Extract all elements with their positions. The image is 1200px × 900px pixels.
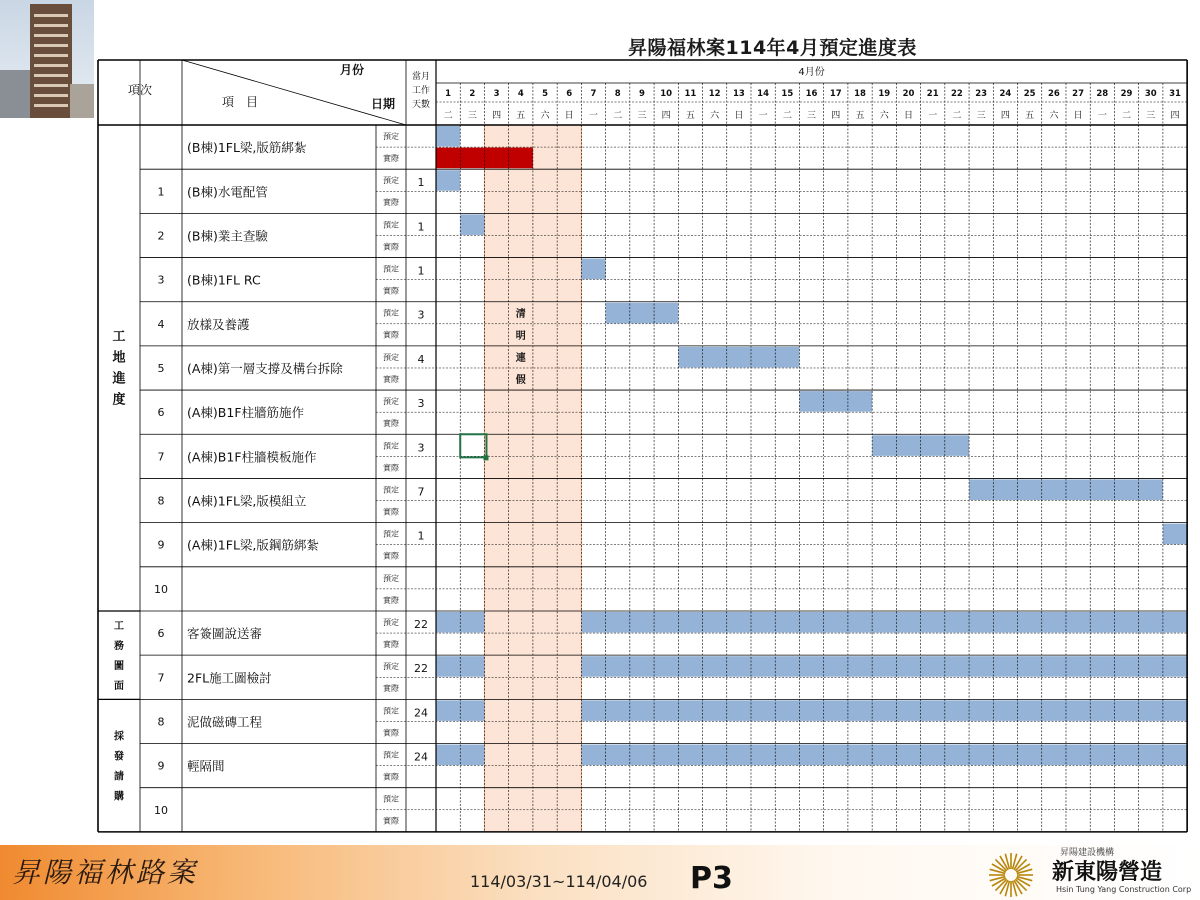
plan-label: 預定	[383, 397, 399, 407]
weekday-label: 三	[807, 111, 817, 121]
plan-label: 預定	[383, 308, 399, 318]
weekday-label: 五	[685, 111, 695, 121]
plan-bar	[460, 214, 484, 235]
weekday-label: 一	[758, 111, 768, 121]
weekday-label: 二	[782, 111, 792, 121]
actual-label: 實際	[383, 551, 399, 561]
day-number: 8	[614, 89, 621, 99]
footer-bar	[0, 845, 1200, 900]
day-number: 23	[975, 89, 988, 99]
item-number: 4	[157, 317, 165, 331]
day-number: 20	[902, 89, 915, 99]
cell-selection-handle	[483, 455, 488, 460]
actual-label: 實際	[383, 198, 399, 208]
plan-label: 預定	[383, 750, 399, 760]
plan-label: 預定	[383, 132, 399, 141]
weekday-label: 一	[588, 111, 599, 121]
header-month-label: 月份	[339, 63, 365, 77]
weekday-label: 六	[710, 111, 720, 121]
item-name: (B棟)1FL RC	[187, 272, 261, 288]
day-number: 18	[854, 89, 866, 99]
item-number: 3	[157, 273, 165, 287]
plan-bar	[606, 303, 679, 324]
plan-bar	[581, 745, 1187, 766]
workdays-value: 3	[417, 308, 425, 322]
day-number: 11	[684, 89, 697, 99]
plan-bar	[1163, 524, 1187, 545]
header-workdays-label: 工作	[411, 86, 431, 96]
plan-label: 預定	[383, 176, 399, 186]
plan-bar	[678, 347, 799, 368]
plan-bar	[436, 656, 484, 677]
plan-label: 預定	[383, 264, 399, 274]
day-number: 10	[660, 89, 673, 99]
actual-label: 實際	[383, 463, 399, 473]
plan-bar	[581, 612, 1187, 633]
day-number: 19	[878, 89, 891, 99]
category-label-site: 工	[112, 329, 126, 345]
holiday-note: 明	[515, 331, 526, 342]
page-title: 昇陽福林案114年4月預定進度表	[628, 37, 917, 59]
workdays-value: 1	[417, 264, 425, 278]
day-number: 13	[732, 89, 745, 99]
company-emblem-icon	[986, 851, 1036, 899]
day-number: 31	[1169, 89, 1181, 99]
item-number: 2	[157, 229, 165, 243]
day-number: 15	[781, 89, 794, 99]
item-name: 輕隔間	[187, 758, 225, 774]
header-month-name: 4月份	[798, 67, 825, 78]
item-number: 9	[157, 538, 165, 552]
workdays-value: 3	[417, 441, 425, 455]
plan-label: 預定	[383, 529, 399, 539]
item-name: 客簽圖說送審	[187, 626, 263, 642]
category-label-procure: 採	[114, 731, 124, 743]
category-label-procure: 請	[114, 771, 124, 783]
weekday-label: 三	[1146, 111, 1156, 121]
weekday-label: 六	[540, 111, 550, 121]
day-number: 28	[1096, 89, 1109, 99]
weekday-label: 一	[1097, 111, 1107, 121]
weekday-label: 四	[1000, 111, 1010, 121]
weekday-label: 一	[928, 111, 938, 121]
weekday-label: 四	[831, 111, 841, 121]
company-english-name: Hsin Tung Yang Construction Corp	[1056, 885, 1192, 894]
plan-label: 預定	[383, 441, 399, 451]
header-item-label: 項 目	[221, 95, 259, 109]
day-number: 5	[542, 89, 548, 99]
workdays-value: 3	[417, 397, 425, 411]
weekday-label: 六	[1049, 111, 1059, 121]
day-number: 25	[1023, 89, 1036, 99]
plan-label: 預定	[383, 662, 399, 672]
item-number: 1	[157, 185, 165, 199]
day-number: 26	[1047, 89, 1060, 99]
plan-label: 預定	[383, 352, 399, 362]
plan-label: 預定	[383, 794, 399, 804]
day-number: 29	[1120, 89, 1133, 99]
item-number: 8	[157, 494, 165, 508]
item-number: 6	[157, 627, 165, 641]
header-workdays-label: 當月	[411, 72, 431, 82]
actual-label: 實際	[383, 684, 399, 694]
item-number: 7	[157, 450, 165, 464]
cell-selection	[460, 434, 486, 457]
item-number: 10	[154, 803, 168, 817]
day-number: 21	[926, 89, 939, 99]
actual-label: 實際	[383, 772, 399, 782]
item-name: 2FL施工圖檢討	[187, 670, 272, 686]
item-number: 10	[154, 582, 168, 596]
weekday-label: 日	[1073, 111, 1083, 121]
weekday-label: 三	[467, 111, 477, 121]
plan-label: 預定	[383, 706, 399, 716]
weekday-label: 五	[855, 111, 865, 121]
item-name: (A棟)1FL梁,版模組立	[187, 493, 307, 509]
category-label-docs: 面	[114, 681, 124, 693]
plan-bar	[799, 391, 872, 412]
item-number: 6	[157, 406, 165, 420]
day-number: 9	[638, 89, 645, 99]
category-label-docs: 務	[114, 641, 124, 653]
item-number: 7	[157, 671, 165, 685]
plan-label: 預定	[383, 485, 399, 495]
actual-label: 實際	[383, 595, 399, 605]
plan-label: 預定	[383, 617, 399, 627]
day-number: 4	[517, 89, 524, 99]
holiday-note: 連	[515, 353, 526, 364]
day-number: 30	[1144, 89, 1157, 99]
workdays-value: 1	[417, 220, 425, 234]
header-workdays-label: 天數	[411, 100, 431, 110]
item-name: (A棟)B1F柱牆模板施作	[187, 449, 317, 465]
actual-label: 實際	[383, 330, 399, 340]
workdays-value: 24	[414, 706, 428, 720]
item-name: 放樣及養護	[187, 316, 250, 332]
day-number: 6	[566, 89, 573, 99]
weekday-label: 日	[734, 111, 744, 121]
day-number: 16	[805, 89, 818, 99]
actual-label: 實際	[383, 816, 399, 826]
weekday-label: 二	[952, 111, 962, 121]
weekday-label: 四	[492, 111, 502, 121]
day-number: 17	[829, 89, 842, 99]
workdays-value: 1	[417, 529, 425, 543]
plan-label: 預定	[383, 573, 399, 583]
actual-label: 實際	[383, 419, 399, 429]
weekday-label: 三	[637, 111, 647, 121]
item-number: 9	[157, 759, 165, 773]
item-name: (B棟)1FL梁,版筋綁紮	[187, 140, 307, 156]
category-label-site: 地	[112, 350, 126, 366]
day-number: 7	[590, 89, 597, 99]
weekday-label: 四	[1170, 111, 1180, 121]
item-number: 8	[157, 715, 165, 729]
weekday-label: 四	[661, 111, 671, 121]
plan-bar	[436, 170, 460, 191]
item-name: (B棟)業主查驗	[187, 228, 268, 244]
plan-bar	[436, 126, 460, 147]
page-number: P3	[690, 861, 733, 896]
plan-label: 預定	[383, 220, 399, 230]
actual-label: 實際	[383, 374, 399, 384]
plan-bar	[581, 656, 1187, 677]
report-date-range: 114/03/31~114/04/06	[470, 872, 648, 891]
actual-label: 實際	[383, 286, 399, 296]
category-label-site: 進	[112, 371, 126, 387]
day-number: 14	[757, 89, 770, 99]
category-label-site: 度	[112, 392, 126, 408]
item-name: 泥做磁磚工程	[187, 714, 263, 730]
day-number: 27	[1072, 89, 1085, 99]
day-number: 12	[708, 89, 721, 99]
weekday-label: 二	[443, 111, 453, 121]
weekday-label: 五	[1025, 111, 1035, 121]
header-item-no-label: 項次	[127, 83, 153, 97]
actual-label: 實際	[383, 242, 399, 252]
category-label-docs: 圖	[114, 661, 124, 673]
item-name: (A棟)B1F柱牆筋施作	[187, 405, 305, 421]
weekday-label: 六	[879, 111, 889, 121]
actual-label: 實際	[383, 507, 399, 517]
weekday-label: 日	[903, 111, 913, 121]
workdays-value: 4	[417, 352, 425, 366]
workdays-value: 7	[417, 485, 425, 499]
workdays-value: 22	[414, 617, 428, 631]
plan-bar	[581, 259, 605, 280]
actual-label: 實際	[383, 728, 399, 738]
item-number: 5	[157, 361, 165, 375]
workdays-value: 22	[414, 662, 428, 676]
actual-label: 實際	[383, 639, 399, 649]
weekday-label: 五	[516, 111, 526, 121]
item-name: (A棟)1FL梁,版鋼筋綁紮	[187, 537, 319, 553]
header-date-label: 日期	[370, 97, 396, 111]
category-label-procure: 發	[114, 751, 124, 763]
category-label-procure: 購	[114, 791, 124, 803]
workdays-value: 1	[417, 176, 425, 190]
day-number: 24	[999, 89, 1012, 99]
weekday-label: 二	[1122, 111, 1132, 121]
day-number: 1	[445, 89, 452, 99]
item-name: (A棟)第一層支撐及構台拆除	[187, 360, 343, 376]
weekday-label: 二	[613, 111, 623, 121]
weekday-label: 三	[976, 111, 986, 121]
category-label-docs: 工	[114, 621, 124, 633]
project-logo-text: 昇陽福林路案	[12, 856, 199, 889]
plan-bar	[581, 700, 1187, 721]
header-diagonal	[182, 60, 406, 125]
company-group-label: 昇陽建設機構	[1060, 848, 1115, 858]
workdays-value: 24	[414, 750, 428, 764]
day-number: 2	[469, 89, 476, 99]
item-name: (B棟)水電配管	[187, 184, 268, 200]
actual-label: 實際	[383, 154, 399, 163]
day-number: 3	[493, 89, 500, 99]
weekday-label: 日	[564, 111, 574, 121]
holiday-note: 清	[515, 309, 526, 320]
holiday-note: 假	[515, 375, 526, 386]
day-number: 22	[951, 89, 963, 99]
company-name: 新東陽營造	[1052, 859, 1163, 885]
